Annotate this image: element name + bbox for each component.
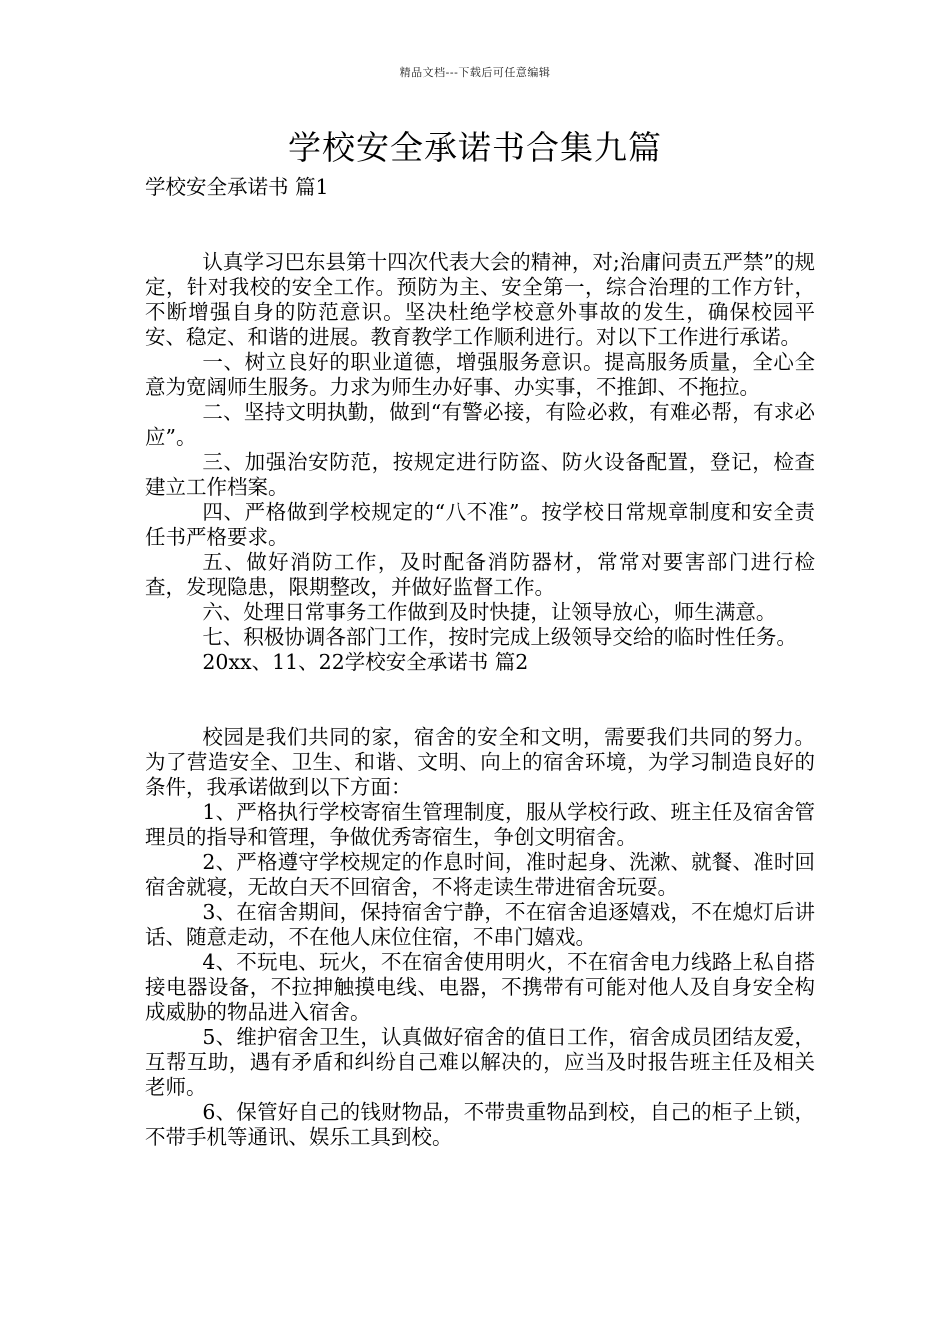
paragraph: 三、加强治安防范，按规定进行防盗、防火设备配置，登记，检查建立工作档案。 — [145, 450, 815, 499]
paragraph: 5、维护宿舍卫生，认真做好宿舍的值日工作，宿舍成员团结友爱，互帮互助，遇有矛盾和纠纷自己难以解决的，应当及时报告班主任及相关老师。 — [145, 1025, 815, 1099]
document-title: 学校安全承诺书合集九篇 — [288, 128, 662, 167]
paragraph: 六、处理日常事务工作做到及时快捷，让领导放心，师生满意。 — [202, 600, 777, 624]
paragraph: 4、不玩电、玩火，不在宿舍使用明火，不在宿舍电力线路上私自搭接电器设备，不拉抻触摸电线、电器，不携带有可能对他人及自身安全构成威胁的物品进入宿舍。 — [145, 950, 815, 1024]
paragraph: 二、坚持文明执勤，做到“有警必接，有险必救，有难必帮，有求必应”。 — [145, 400, 815, 449]
section-1 — [145, 175, 815, 1150]
paragraph: 七、积极协调各部门工作，按时完成上级领导交给的临时性任务。 — [202, 625, 797, 649]
section-2-heading: 20xx、11、22学校安全承诺书 篇2 — [202, 650, 529, 674]
paragraph: 一、树立良好的职业道德，增强服务意识。提高服务质量，全心全意为宽阔师生服务。力求为师生办好事、办实事，不推卸、不拖拉。 — [145, 350, 815, 399]
header-note: 精品文档---下载后可任意编辑 — [399, 66, 551, 79]
paragraph: 认真学习巴东县第十四次代表大会的精神，对;治庸问责五严禁”的规定，针对我校的安全工作。预防为主、安全第一，综合治理的工作方针，不断增强自身的防范意识。坚决杜绝学校意外事故的发生，确保校园平安、稳定、和谐的进展。教育教学工作顺利进行。对以下工作进行承诺。 — [145, 250, 815, 349]
paragraph: 五、做好消防工作，及时配备消防器材，常常对要害部门进行检查，发现隐患，限期整改，并做好监督工作。 — [145, 550, 815, 599]
section-1-heading: 学校安全承诺书 篇1 — [145, 175, 329, 199]
paragraph: 3、在宿舍期间，保持宿舍宁静，不在宿舍追逐嬉戏，不在熄灯后讲话、随意走动，不在他人床位住宿，不串门嬉戏。 — [145, 900, 815, 949]
paragraph: 校园是我们共同的家，宿舍的安全和文明，需要我们共同的努力。为了营造安全、卫生、和谐、文明、向上的宿舍环境，为学习制造良好的条件，我承诺做到以下方面： — [145, 725, 815, 799]
paragraph: 四、严格做到学校规定的“八不准”。按学校日常规章制度和安全责任书严格要求。 — [145, 500, 815, 549]
paragraph: 2、严格遵守学校规定的作息时间，准时起身、洗漱、就餐、准时回宿舍就寝，无故白天不回宿舍，不将走读生带进宿舍玩耍。 — [145, 850, 815, 899]
paragraph: 6、保管好自己的钱财物品，不带贵重物品到校，自己的柜子上锁，不带手机等通讯、娱乐工具到校。 — [145, 1100, 815, 1149]
paragraph: 1、严格执行学校寄宿生管理制度，服从学校行政、班主任及宿舍管理员的指导和管理，争做优秀寄宿生，争创文明宿舍。 — [145, 800, 815, 849]
